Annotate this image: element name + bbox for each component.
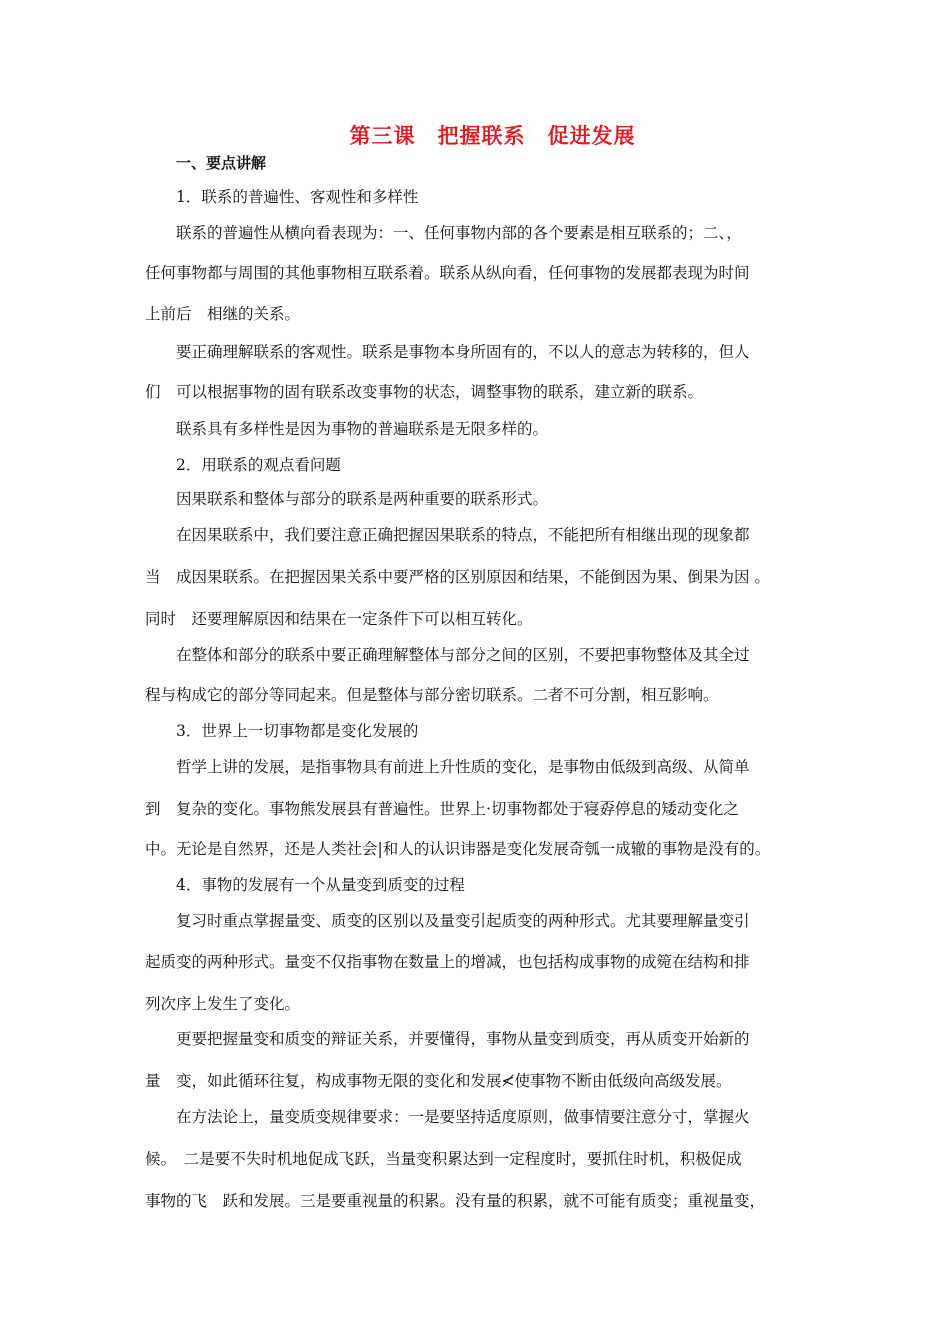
paragraph-line: 任何事物都与周围的其他事物相互联系着。联系从纵向看，任何事物的发展都表现为时间 bbox=[145, 264, 750, 282]
subheading-3: 3．世界上一切事物都是变化发展的 bbox=[176, 722, 419, 740]
paragraph-line: 当 成因果联系。在把握因果关系中要严格的区别原因和结果，不能倒因为果、倒果为因 。 bbox=[145, 568, 770, 586]
paragraph-line: 中。无论是自然界，还是人类社会|和人的认识讳器是变化发展奇瓠一成辙的事物是没有的。 bbox=[145, 840, 771, 858]
paragraph-line: 事物的飞 跃和发展。三是要重视量的积累。没有量的积累，就不可能有质变；重视量变， bbox=[145, 1192, 766, 1210]
paragraph-line: 在整体和部分的联系中要正确理解整体与部分之间的区别，不要把事物整体及其全过 bbox=[176, 646, 750, 664]
paragraph-line: 更要把握量变和质变的辩证关系，并要懂得，事物从量变到质变，再从质变开始新的 bbox=[176, 1030, 750, 1048]
paragraph-line: 起质变的两种形式。量变不仅指事物在数量上的增减，也包括构成事物的成箢在结构和排 bbox=[145, 953, 750, 971]
paragraph-line: 程与构成它的部分等同起来。但是整体与部分密切联系。二者不可分割，相互影响。 bbox=[145, 686, 719, 704]
paragraph-line: 同时 还要理解原因和结果在一定条件下可以相互转化。 bbox=[145, 610, 533, 628]
subheading-2: 2．用联系的观点看问题 bbox=[176, 456, 341, 474]
paragraph-line: 列次序上发生了变化。 bbox=[145, 995, 301, 1013]
section-heading: 一、要点讲解 bbox=[176, 154, 267, 172]
paragraph-line: 复习时重点掌握量变、质变的区别以及量变引起质变的两种形式。尤其要理解量变引 bbox=[176, 912, 750, 930]
paragraph-line: 们 可以根据事物的固有联系改变事物的状态，调整事物的联系，建立新的联系。 bbox=[145, 383, 704, 401]
paragraph-line: 候。 二是要不失时机地促成飞跃，当量变积累达到一定程度时，要抓住时机，积极促成 bbox=[145, 1150, 742, 1168]
paragraph-line: 因果联系和整体与部分的联系是两种重要的联系形式。 bbox=[176, 490, 549, 508]
paragraph-line: 量 变，如此循环往复，构成事物无限的变化和发展≮使事物不断由低级向高级发展。 bbox=[145, 1072, 732, 1090]
paragraph-line: 在方法论上，量变质变规律要求：一是要坚持适度原则，做事情要注意分寸，掌握火 bbox=[176, 1108, 750, 1126]
paragraph-line: 哲学上讲的发展，是指事物具有前进上升性质的变化，是事物由低级到高级、从简单 bbox=[176, 758, 750, 776]
paragraph-line: 联系的普遍性从横向看表现为：一、任何事物内部的各个要素是相互联系的；二、， bbox=[176, 224, 742, 242]
paragraph-line: 到 复杂的变化。事物熊发展县有普遍性。世界上·切事物都处于寝孬停息的矮动变化之 bbox=[145, 800, 739, 818]
subheading-4: 4．事物的发展有一个从量变到质变的过程 bbox=[176, 876, 465, 894]
paragraph-line: 要正确理解联系的客观性。联系是事物本身所固有的，不以人的意志为转移的，但人 bbox=[176, 343, 750, 361]
paragraph-line: 上前后 相继的关系。 bbox=[145, 305, 301, 323]
paragraph-line: 联系具有多样性是因为事物的普遍联系是无限多样的。 bbox=[176, 420, 549, 438]
document-title: 第三课 把握联系 促进发展 bbox=[349, 124, 636, 148]
paragraph-line: 在因果联系中，我们要注意正确把握因果联系的特点，不能把所有相继出现的现象都 bbox=[176, 526, 750, 544]
subheading-1: 1．联系的普遍性、客观性和多样性 bbox=[176, 188, 419, 206]
